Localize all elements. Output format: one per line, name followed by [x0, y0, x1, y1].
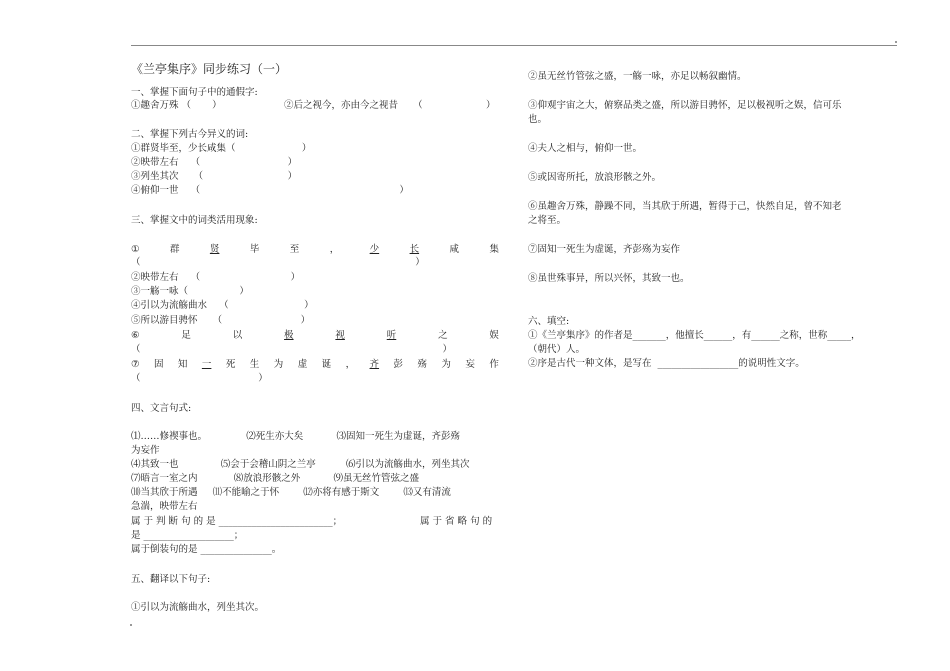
s3-q7-word: 作 [489, 359, 499, 370]
s3-q7-word: 一 [201, 359, 212, 370]
s3-q6-word: ⑥ [131, 330, 140, 341]
s6-item-1: ①《兰亭集序》的作者是_______，他擅长______，有______之称，世称_____， [528, 330, 861, 341]
section-3-heading: 三、掌握文中的词类活用现象: [131, 215, 258, 226]
section-5-heading: 五、翻译以下句子: [131, 574, 211, 585]
s4-line-2: 为妄作 [131, 445, 160, 456]
s3-question-1 [131, 244, 499, 256]
s3-q1-word: 咸 [449, 244, 460, 255]
s3-q1-word: 贤 [209, 244, 220, 255]
s5-item-6-cont: 之将至。 [528, 215, 567, 226]
s3-question-6 [131, 330, 499, 342]
header-rule [131, 45, 897, 46]
s3-q7-word: ， [345, 359, 356, 370]
s1-item-2: ②后之视今，亦由今之视昔 （ ） [284, 100, 496, 111]
s3-q1-word: 毕 [249, 244, 260, 255]
page-title: 《兰亭集序》同步练习（一） [131, 62, 288, 76]
s4-line-3: ⑷其致一也 ⑸会于会稽山阴之兰亭 ⑹引以为流觞曲水，列坐其次 [131, 459, 470, 470]
s3-q7-word: 彭 [393, 359, 404, 370]
s5-item-2: ②虽无丝竹管弦之盛，一觞一咏，亦足以畅叙幽情。 [528, 71, 747, 82]
s5-item-8: ⑧虽世殊事异，所以兴怀，其致一也。 [528, 273, 690, 284]
s3-q6-word: 足 [181, 330, 191, 341]
s3-q6-word: 娱 [489, 330, 499, 341]
s3-q7-word: 殇 [417, 359, 427, 370]
s3-item-2: ②映带左右 （ ） [131, 272, 301, 283]
s5-item-6: ⑥虽趣舍万殊，静躁不同，当其欣于所遇，暂得于己，快然自足，曾不知老 [528, 201, 842, 212]
s4-omit-label: 属 于 省 略 句 的 [420, 516, 493, 527]
corner-dot [130, 624, 132, 626]
s2-item-3: ③列坐其次 （ ） [131, 171, 298, 182]
s3-item-5: ⑤所以游目骋怀 （ ） [131, 315, 311, 326]
s3-q6-word: 视 [335, 330, 345, 341]
s5-item-3: ③仰观宇宙之大，俯察品类之盛，所以游目骋怀，足以极视听之娱，信可乐 [528, 100, 842, 111]
s3-q1-word: 长 [409, 244, 420, 255]
s3-q7-word: 为 [441, 359, 451, 370]
s4-line-4: ⑺晤言一室之内 ⑻放浪形骸之外 ⑼虽无丝竹管弦之盛 [131, 473, 419, 484]
s2-item-4: ④俯仰一世 （ ） [131, 185, 409, 196]
s4-line-5: ⑽当其欣于所遇 ⑾不能喻之于怀 ⑿亦将有感于斯文 ⒀又有清流 [131, 487, 451, 498]
s3-q6-answer: （ ） [131, 344, 452, 355]
s4-line-1: ⑴……修禊事也。 ⑵死生亦大矣 ⑶固知一死生为虚诞，齐彭殇 [131, 431, 460, 442]
s2-item-1: ①群贤毕至，少长咸集（ ） [131, 143, 312, 154]
s5-item-4: ④夫人之相与，俯仰一世。 [528, 143, 643, 154]
s3-q1-word: 少 [369, 244, 380, 255]
s3-q7-word: 虚 [297, 359, 308, 370]
s3-q6-word: 听 [386, 330, 397, 341]
s4-invert-label: 属于倒装句的是 _______________。 [131, 544, 282, 555]
s5-item-5: ⑤或因寄所托，放浪形骸之外。 [528, 172, 662, 183]
s3-item-4: ④引以为流觞曲水 （ ） [131, 300, 314, 311]
s3-q6-word: 以 [232, 330, 243, 341]
s3-q7-word: 固 [153, 359, 164, 370]
s6-item-2: ②序是古代一种文体，是写在 _________________的说明性文字。 [528, 358, 805, 369]
s3-q7-word: 为 [273, 359, 284, 370]
s4-line-6: 急湍，映带左右 [131, 501, 198, 512]
s3-question-7 [131, 359, 499, 371]
s3-item-3: ③一觞一咏（ ） [131, 286, 249, 297]
s5-item-3-cont: 也。 [528, 114, 548, 125]
corner-dot [895, 41, 897, 43]
s3-q7-word: 生 [249, 359, 260, 370]
s3-q1-answer: （ ） [131, 257, 425, 268]
s3-q7-word: 知 [177, 359, 188, 370]
s3-q1-word: 至 [289, 244, 300, 255]
s3-q1-word: ， [329, 244, 340, 255]
s5-item-7: ⑦固知一死生为虚诞，齐彭殇为妄作 [528, 244, 681, 255]
s3-q7-word: 齐 [369, 359, 380, 370]
s4-omit-blank: 是 ___________________； [131, 530, 244, 541]
s3-q1-word: 集 [489, 244, 499, 255]
s3-q1-word: ① [131, 244, 140, 255]
section-4-heading: 四、文言句式: [131, 403, 192, 414]
s3-q7-answer: （ ） [131, 373, 268, 384]
s3-q7-word: 死 [225, 359, 236, 370]
section-6-heading: 六、填空: [528, 316, 570, 327]
s5-item-1: ①引以为流觞曲水，列坐其次。 [131, 602, 265, 613]
section-1-heading: 一、掌握下面句子中的通假字: [131, 87, 258, 98]
s3-q6-word: 之 [438, 330, 448, 341]
s2-item-2: ②映带左右 （ ） [131, 157, 298, 168]
s6-item-1-cont: （朝代）人。 [528, 344, 586, 355]
s3-q7-word: 诞 [321, 359, 332, 370]
s3-q1-word: 群 [169, 244, 180, 255]
section-2-heading: 二、掌握下列古今异义的词: [131, 129, 249, 140]
s1-item-1: ①趣舍万殊 （ ） [131, 100, 222, 111]
s4-judge-label: 属 于 判 断 句 的 是 ________________________； [131, 516, 343, 527]
s3-q6-word: 极 [284, 330, 294, 341]
s3-q7-word: ⑦ [131, 359, 140, 370]
s3-q7-word: 妄 [465, 359, 475, 370]
